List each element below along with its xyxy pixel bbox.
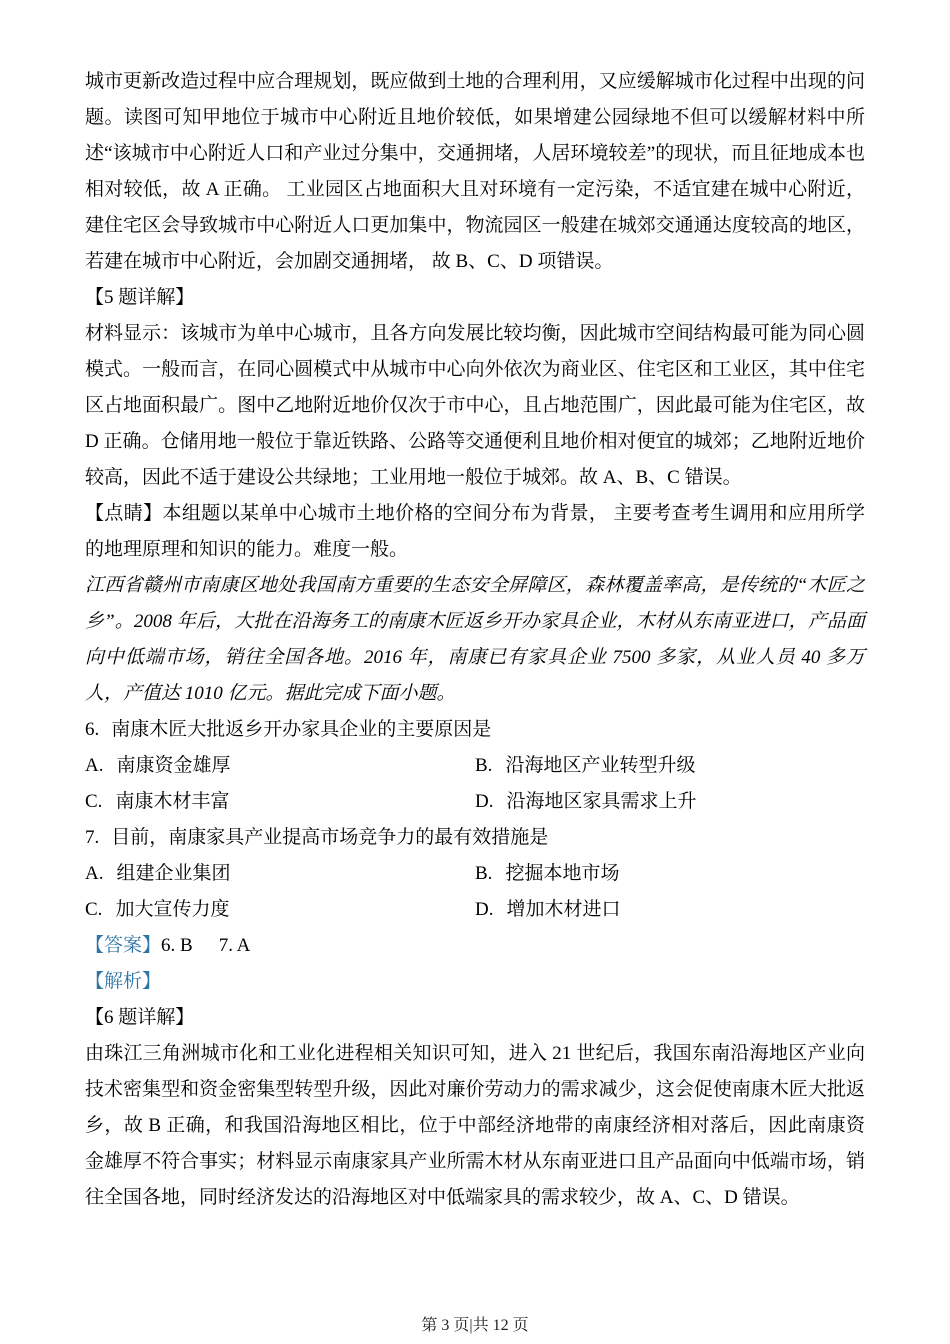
q4-explanation-paragraph: 城市更新改造过程中应合理规划，既应做到土地的合理利用，又应缓解城市化过程中出现的问题。读图可知甲地位于城市中心附近且地价较低，如果增建公园绿地不但可以缓解材料中所述“该城市中心附近人口和产业过分集中，交通拥堵，人居环境较差”的现状，而且征地成本也相对较低，故 A 正确。 工业园区占地面积大且对环境有一定污染，不适宜建在城中心附近，建住宅区会导致城市中心附近人口更加集中，物流园区一般建在城郊交通通达度较高的地区，若建在城市中心附近，会加剧交通拥堵， 故 B、C、D 项错误。 (85, 71, 865, 272)
page-number-footer: 第 3 页|共 12 页 (421, 1317, 529, 1334)
question-6-options-row-1 (85, 748, 865, 784)
option-text: 南康木材丰富 (115, 791, 230, 812)
question-6-options-row-2 (85, 784, 865, 820)
option-letter: B. (475, 755, 493, 776)
option-letter: A. (85, 863, 104, 884)
answer-q7: 7. A (218, 935, 251, 956)
detail-6-heading: 【6 题详解】 (85, 1007, 195, 1028)
question-7-number: 7. (85, 827, 100, 848)
option-text: 增加木材进口 (506, 899, 621, 920)
option-letter: A. (85, 755, 104, 776)
option-letter: C. (85, 899, 103, 920)
detail-6-paragraph: 由珠江三角洲城市化和工业化进程相关知识可知，进入 21 世纪后，我国东南沿海地区产业向技术密集型和资金密集型转型升级，因此对廉价劳动力的需求减少，这会促使南康木匠大批返乡，故 B 正确，和我国沿海地区相比，位于中部经济地带的南康经济相对落后，因此南康资金雄厚不符合事实；材料显示南康家具产业所需木材从东南亚进口且产品面向中低端市场，销往全国各地，同时经济发达的沿海地区对中低端家具的需求较少，故 A、C、D 错误。 (85, 1043, 865, 1208)
option-text: 组建企业集团 (116, 863, 231, 884)
question-6-stem: 南康木匠大批返乡开办家具企业的主要原因是 (111, 719, 492, 740)
answer-q6: 6. B (161, 935, 193, 956)
option-text: 加大宣传力度 (115, 899, 230, 920)
option-letter: B. (475, 863, 493, 884)
option-letter: D. (475, 791, 494, 812)
option-text: 挖掘本地市场 (505, 863, 620, 884)
question-7-option-b (475, 856, 865, 892)
answer-values (161, 928, 250, 964)
question-7-option-d (475, 892, 865, 928)
question-6-option-a (85, 748, 475, 784)
question-7-option-a (85, 856, 475, 892)
detail-5-paragraph: 材料显示：该城市为单中心城市，且各方向发展比较均衡，因此城市空间结构最可能为同心圆模式。一般而言，在同心圆模式中从城市中心向外依次为商业区、住宅区和工业区，其中住宅区占地面积最广。图中乙地附近地价仅次于市中心，且占地范围广，因此最可能为住宅区，故 D 正确。仓储用地一般位于靠近铁路、公路等交通便利且地价相对便宜的城郊；乙地附近地价较高，因此不适于建设公共绿地；工业用地一般位于城郊。故 A、B、C 错误。 (85, 323, 865, 488)
question-6-option-d (475, 784, 865, 820)
material-paragraph: 江西省赣州市南康区地处我国南方重要的生态安全屏障区，森林覆盖率高，是传统的“木匠之乡”。2008 年后，大批在沿海务工的南康木匠返乡开办家具企业，木材从东南亚进口，产品面向中低端市场，销往全国各地。2016 年，南康已有家具企业 7500 多家，从业人员 40 多万人，产值达 1010 亿元。据此完成下面小题。 (85, 575, 865, 704)
question-6 (85, 712, 865, 748)
dianjing-paragraph: 【点睛】本组题以某单中心城市土地价格的空间分布为背景， 主要考查考生调用和应用所学的地理原理和知识的能力。难度一般。 (85, 503, 865, 560)
question-7-options-row-2 (85, 892, 865, 928)
analysis-label: 【解析】 (85, 971, 162, 992)
answer-label: 【答案】 (85, 935, 162, 956)
question-7-options-row-1 (85, 856, 865, 892)
detail-5-heading: 【5 题详解】 (85, 287, 195, 308)
option-letter: D. (475, 899, 494, 920)
question-7-option-c (85, 892, 475, 928)
question-6-option-b (475, 748, 865, 784)
option-text: 沿海地区产业转型升级 (505, 755, 696, 776)
option-text: 沿海地区家具需求上升 (506, 791, 697, 812)
option-letter: C. (85, 791, 103, 812)
question-6-option-c (85, 784, 475, 820)
option-text: 南康资金雄厚 (116, 755, 231, 776)
question-7 (85, 820, 865, 856)
answer-line (85, 928, 865, 964)
question-7-stem: 目前，南康家具产业提高市场竞争力的最有效措施是 (111, 827, 549, 848)
question-6-number: 6. (85, 719, 100, 740)
